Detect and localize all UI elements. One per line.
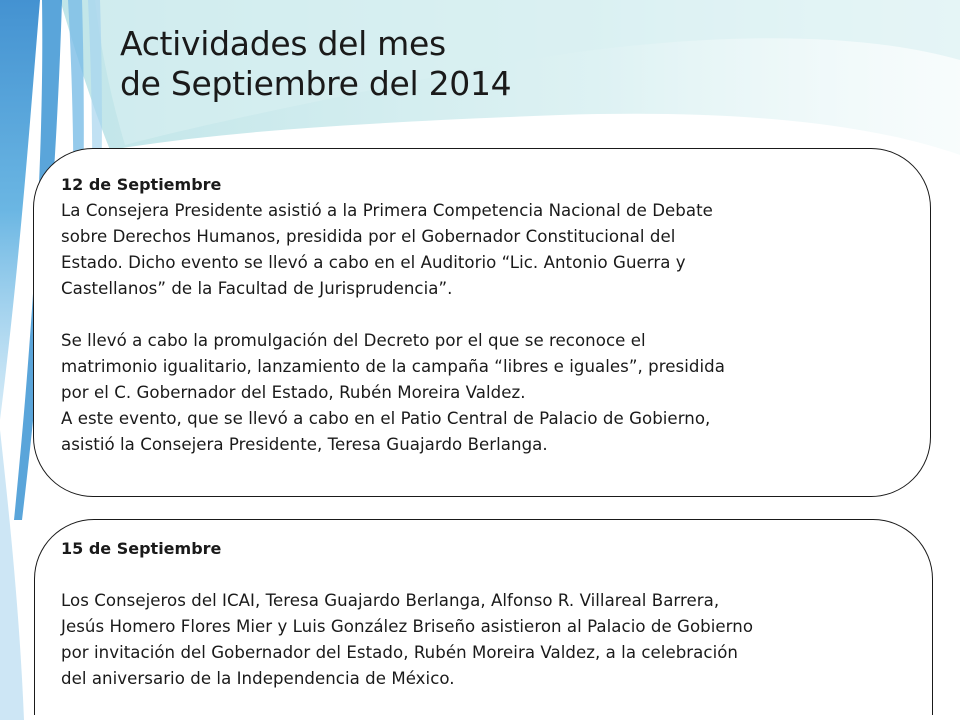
paragraph-line: matrimonio igualitario, lanzamiento de la campaña “libres e iguales”, presidida <box>61 357 725 376</box>
paragraph-line: del aniversario de la Independencia de México. <box>61 669 455 688</box>
paragraph-line: por el C. Gobernador del Estado, Rubén Moreira Valdez. <box>61 383 526 402</box>
paragraph-line: Los Consejeros del ICAI, Teresa Guajardo Berlanga, Alfonso R. Villareal Barrera, <box>61 591 720 610</box>
paragraph-line: Se llevó a cabo la promulgación del Decreto por el que se reconoce el <box>61 331 646 350</box>
section-12-septiembre-content <box>61 172 901 458</box>
paragraph-line: por invitación del Gobernador del Estado, Rubén Moreira Valdez, a la celebración <box>61 643 739 662</box>
paragraph-line: A este evento, que se llevó a cabo en el Patio Central de Palacio de Gobierno, <box>61 409 711 428</box>
paragraph-line: sobre Derechos Humanos, presidida por el Gobernador Constitucional del <box>61 227 676 246</box>
section-heading: 12 de Septiembre <box>61 175 222 194</box>
paragraph-line: La Consejera Presidente asistió a la Primera Competencia Nacional de Debate <box>61 201 713 220</box>
section-heading: 15 de Septiembre <box>61 539 222 558</box>
paragraph-line: asistió la Consejera Presidente, Teresa Guajardo Berlanga. <box>61 435 548 454</box>
title-line-1: Actividades del mes <box>120 24 446 63</box>
paragraph-line: Jesús Homero Flores Mier y Luis González Briseño asistieron al Palacio de Gobierno <box>61 617 754 636</box>
slide-title <box>120 24 511 104</box>
paragraph-line: Estado. Dicho evento se llevó a cabo en el Auditorio “Lic. Antonio Guerra y <box>61 253 686 272</box>
section-15-septiembre-content <box>61 536 911 692</box>
title-line-2: de Septiembre del 2014 <box>120 64 512 103</box>
paragraph-line: Castellanos” de la Facultad de Jurisprudencia”. <box>61 279 453 298</box>
